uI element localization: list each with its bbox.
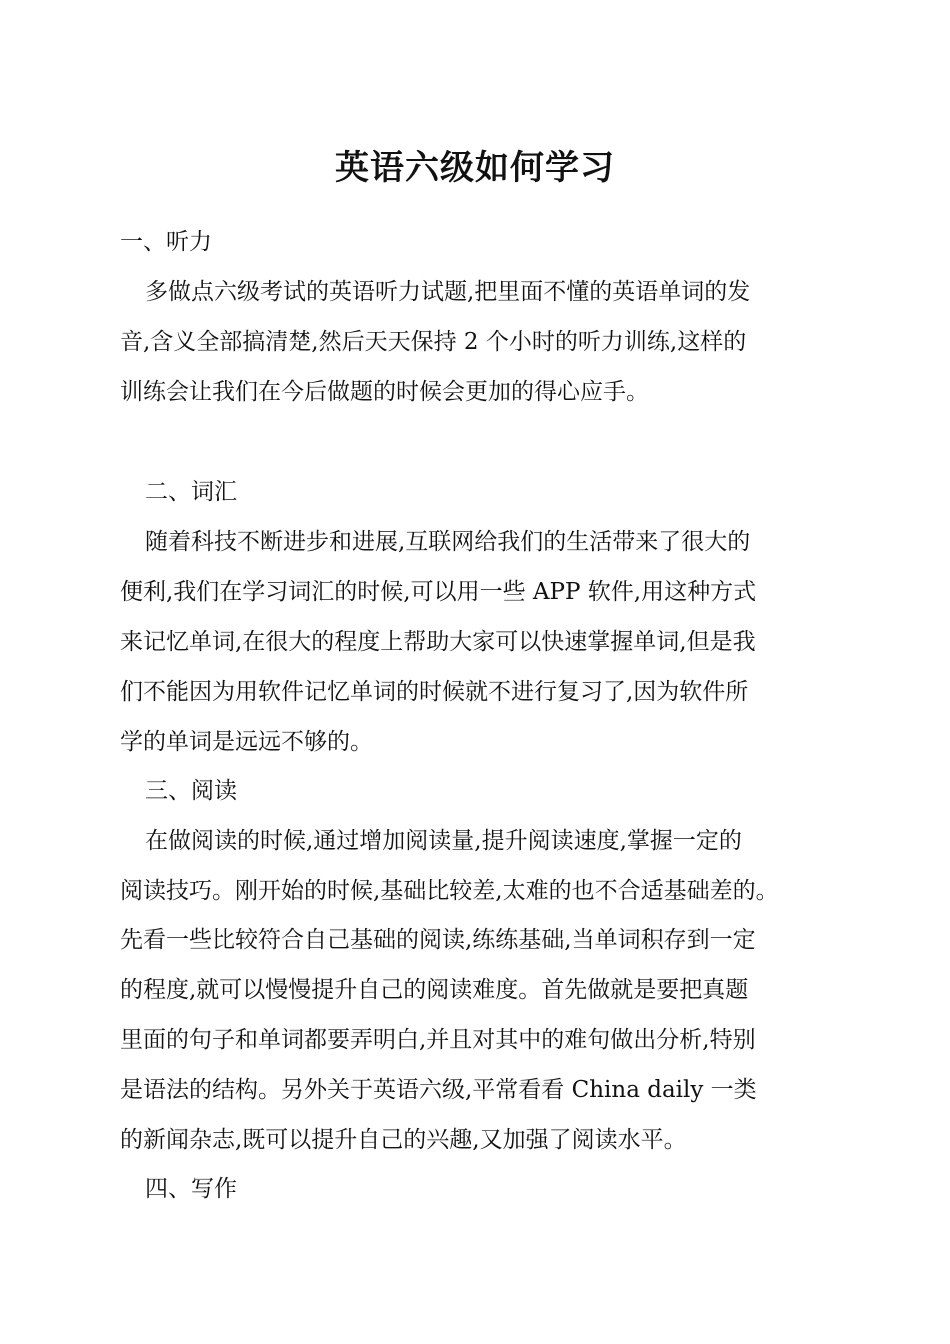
section-heading-vocabulary: 二、词汇 bbox=[145, 479, 237, 505]
paragraph-line: 里面的句子和单词都要弄明白,并且对其中的难句做出分析,特别 bbox=[120, 1027, 756, 1053]
paragraph-line: 训练会让我们在今后做题的时候会更加的得心应手。 bbox=[120, 379, 649, 405]
section-heading-writing: 四、写作 bbox=[145, 1176, 237, 1202]
paragraph-line: 便利,我们在学习词汇的时候,可以用一些 APP 软件,用这种方式 bbox=[120, 579, 757, 605]
paragraph-line: 阅读技巧。刚开始的时候,基础比较差,太难的也不合适基础差的。 bbox=[120, 878, 779, 904]
section-heading-reading: 三、阅读 bbox=[145, 778, 237, 804]
document-title: 英语六级如何学习 bbox=[335, 148, 615, 188]
section-heading-listening: 一、听力 bbox=[120, 229, 212, 255]
paragraph-line: 的新闻杂志,既可以提升自己的兴趣,又加强了阅读水平。 bbox=[120, 1127, 687, 1153]
paragraph-line: 们不能因为用软件记忆单词的时候就不进行复习了,因为软件所 bbox=[120, 679, 749, 705]
paragraph-line: 先看一些比较符合自己基础的阅读,练练基础,当单词积存到一定 bbox=[120, 927, 756, 953]
paragraph-line: 的程度,就可以慢慢提升自己的阅读难度。首先做就是要把真题 bbox=[120, 977, 749, 1003]
paragraph-line: 是语法的结构。另外关于英语六级,平常看看 China daily 一类 bbox=[120, 1077, 757, 1103]
paragraph-line: 学的单词是远远不够的。 bbox=[120, 729, 373, 755]
paragraph-line: 在做阅读的时候,通过增加阅读量,提升阅读速度,掌握一定的 bbox=[145, 828, 742, 854]
paragraph-line: 多做点六级考试的英语听力试题,把里面不懂的英语单词的发 bbox=[145, 279, 751, 305]
paragraph-line: 随着科技不断进步和进展,互联网给我们的生活带来了很大的 bbox=[145, 529, 751, 555]
paragraph-line: 音,含义全部搞清楚,然后天天保持 2 个小时的听力训练,这样的 bbox=[120, 329, 747, 355]
paragraph-line: 来记忆单词,在很大的程度上帮助大家可以快速掌握单词,但是我 bbox=[120, 629, 756, 655]
